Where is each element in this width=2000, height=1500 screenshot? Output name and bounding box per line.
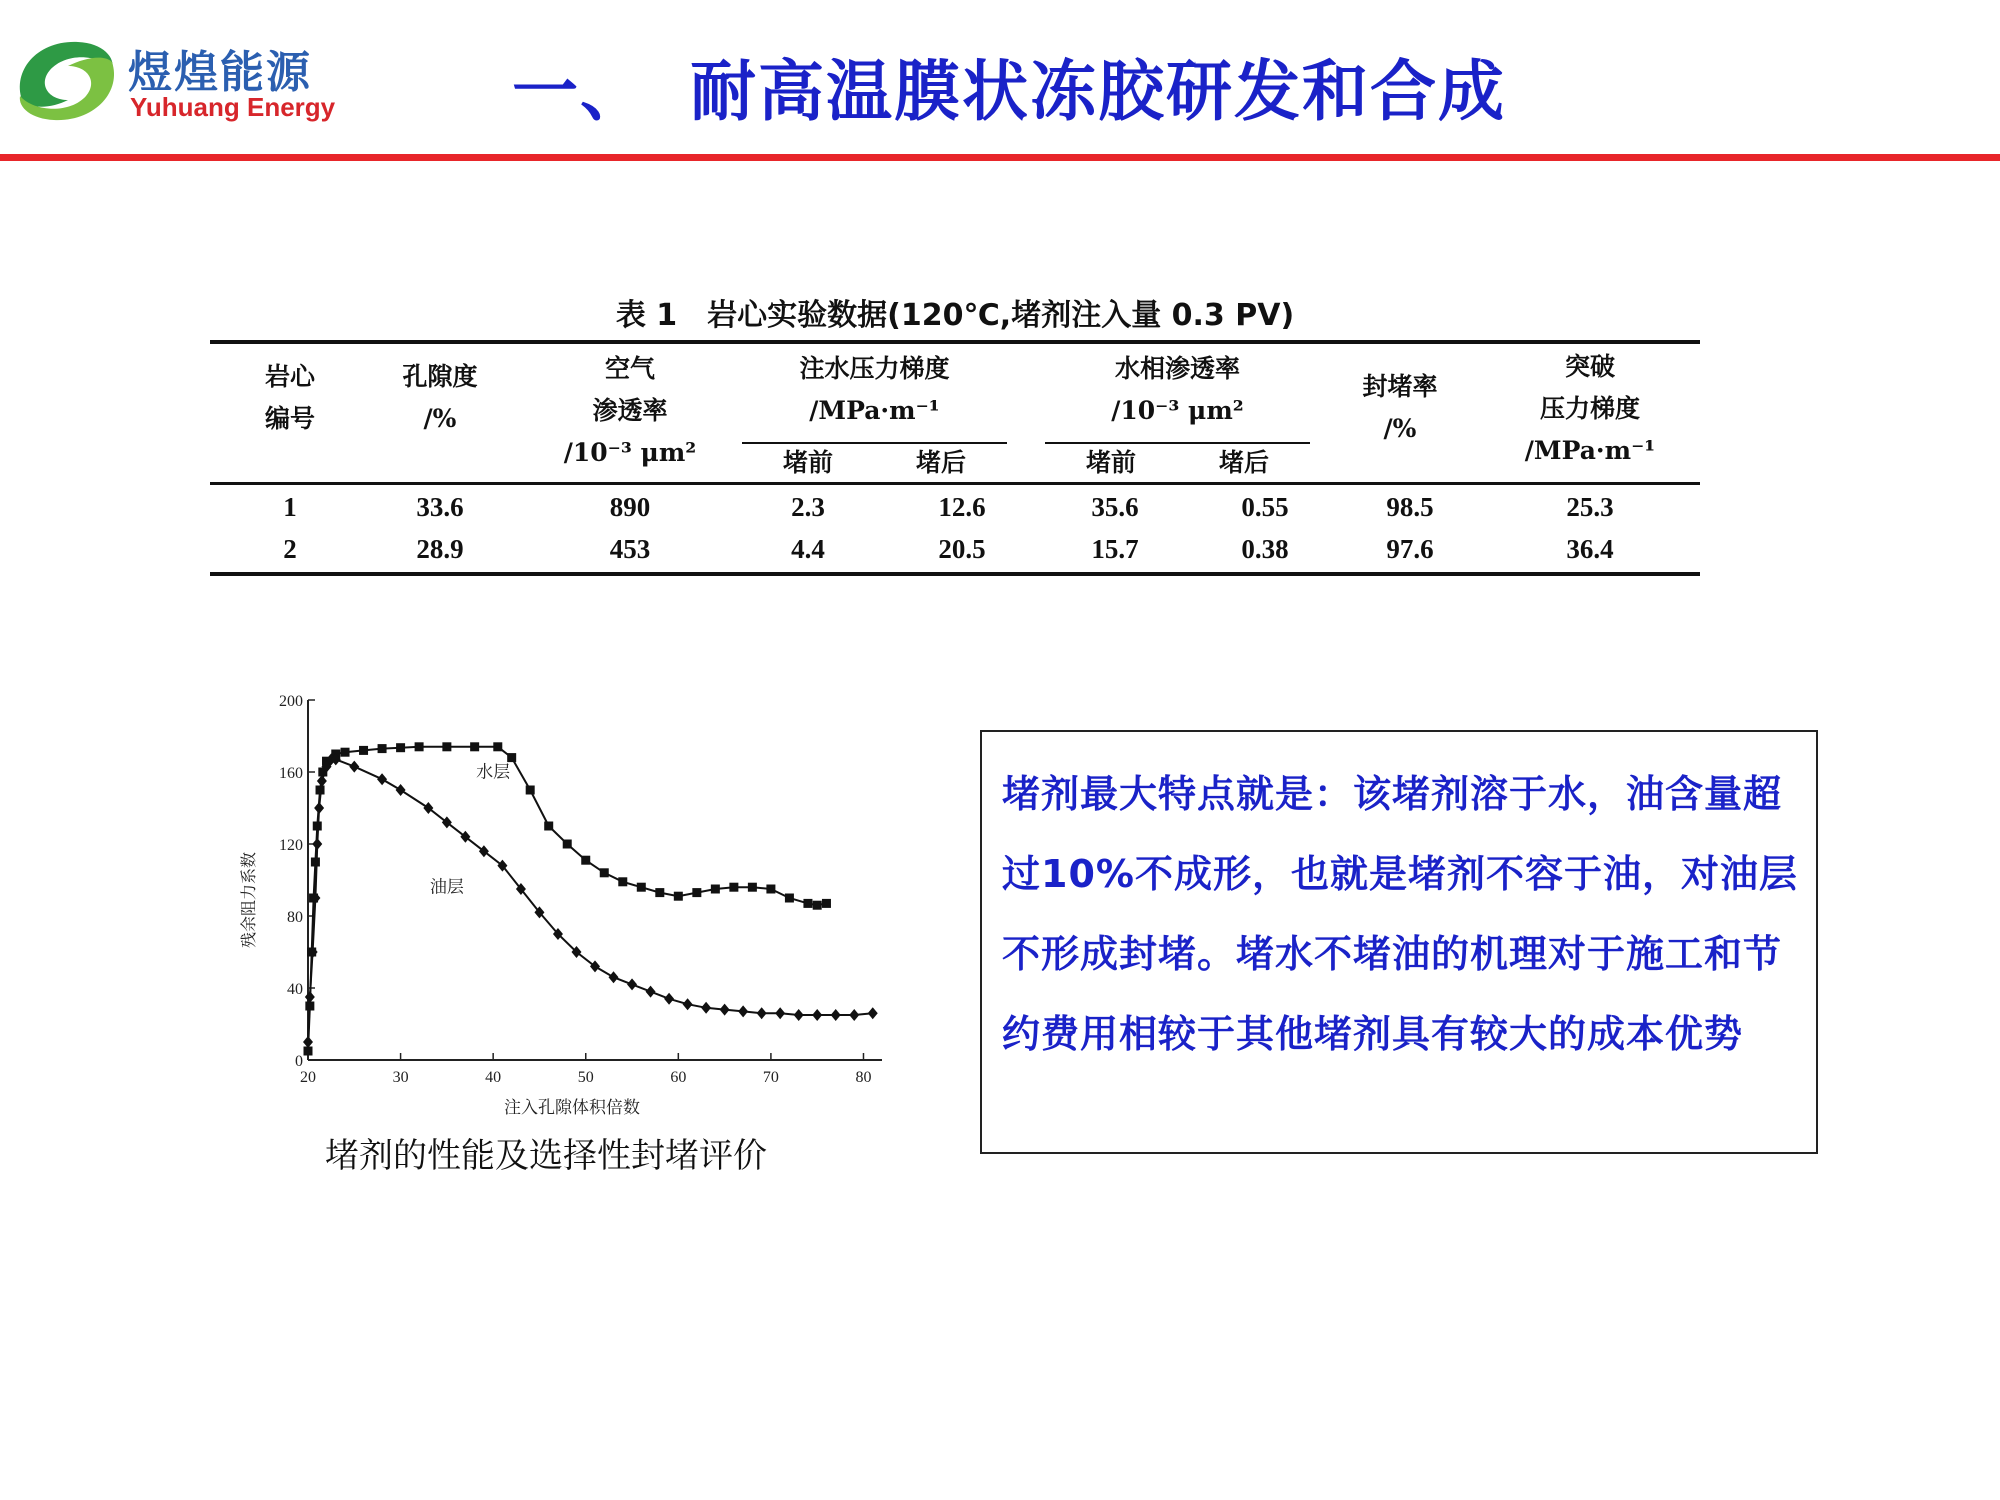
data-point: [470, 742, 479, 751]
data-point: [317, 775, 327, 787]
data-point: [581, 856, 590, 865]
table-cell: 0.38: [1241, 534, 1289, 564]
series-label-water-layer: 水层: [476, 762, 511, 782]
data-point: [849, 1009, 859, 1021]
data-point: [868, 1007, 878, 1019]
chart-x-tick-label: 50: [577, 1069, 594, 1086]
data-point: [683, 998, 693, 1010]
table-cell: 20.5: [938, 534, 986, 564]
data-point: [757, 1007, 767, 1019]
data-point: [822, 899, 831, 908]
data-point: [415, 742, 424, 751]
chart-y-tick-label: 80: [287, 909, 303, 926]
title-text: 耐高温膜状冻胶研发和合成: [690, 53, 1506, 130]
table-cell: 28.9: [416, 534, 464, 564]
data-point: [314, 802, 324, 814]
header-breakthrough: [1490, 346, 1690, 472]
header-porosity-line2: /%: [423, 404, 457, 433]
header-pressure-before: 堵前: [782, 448, 833, 477]
header-perm-after: 堵后: [1218, 448, 1269, 477]
data-point: [766, 885, 775, 894]
description-box: [980, 730, 1818, 1154]
table-cell: 0.55: [1241, 492, 1289, 522]
chart-y-tick-label: 40: [287, 981, 303, 998]
data-point: [600, 868, 609, 877]
header-core-no-line1: 岩心: [264, 362, 315, 391]
data-point: [377, 773, 387, 785]
table-cell: 2: [283, 534, 297, 564]
header-breakthrough-line2: 压力梯度: [1539, 394, 1640, 423]
data-point: [813, 901, 822, 910]
residual-resistance-chart: [220, 680, 920, 1180]
chart-y-tick-label: 0: [295, 1053, 303, 1070]
logo-swirl-icon: [8, 30, 128, 130]
header-porosity: [360, 356, 520, 440]
chart-x-tick-label: 30: [392, 1069, 409, 1086]
series-line-water-layer: [308, 747, 827, 1051]
table-cell: 35.6: [1091, 492, 1139, 522]
header-breakthrough-line1: 突破: [1564, 352, 1615, 381]
data-point: [423, 802, 433, 814]
chart-xlabel: 注入孔隙体积倍数: [504, 1098, 640, 1117]
chart-svg: [220, 680, 920, 1120]
logo-english-name: Yuhuang Energy: [130, 92, 336, 122]
data-point: [507, 753, 516, 762]
chart-caption: 堵剂的性能及选择性封堵评价: [325, 1136, 767, 1176]
data-point: [359, 746, 368, 755]
header-air-perm: [540, 348, 720, 474]
table-cell: 12.6: [938, 492, 986, 522]
logo-chinese-name: 煜煌能源: [128, 47, 312, 98]
company-logo: [8, 30, 348, 130]
header-plug-rate-line2: /%: [1383, 414, 1417, 443]
data-point: [526, 786, 535, 795]
series-label-oil-layer: 油层: [429, 877, 464, 897]
data-point: [563, 840, 572, 849]
data-point: [590, 960, 600, 972]
header-core-no-line2: 编号: [264, 404, 315, 433]
table-cell: 453: [609, 534, 651, 564]
chart-x-tick-label: 70: [762, 1069, 779, 1086]
data-point: [794, 1009, 804, 1021]
table-cell: 15.7: [1091, 534, 1139, 564]
header-perm-before: 堵前: [1085, 448, 1136, 477]
chart-x-tick-label: 40: [485, 1069, 502, 1086]
data-point: [460, 831, 470, 843]
description-text: 堵剂最大特点就是：该堵剂溶于水，油含量超过10%不成形，也就是堵剂不容于油，对油层不形成封堵。堵水不堵油的机理对于施工和节约费用相较于其他堵剂具有较大的成本优势: [1002, 772, 1798, 1056]
data-point: [812, 1009, 822, 1021]
table-cell: 4.4: [791, 534, 825, 564]
data-point: [349, 761, 359, 773]
data-point: [803, 899, 812, 908]
data-point: [775, 1007, 785, 1019]
header-water-perm-line1: 水相渗透率: [1114, 354, 1240, 383]
data-point: [831, 1009, 841, 1021]
data-point: [544, 822, 553, 831]
header-plug-rate: [1320, 366, 1480, 450]
data-point: [729, 883, 738, 892]
slide-title: [512, 38, 1506, 133]
data-point: [396, 784, 406, 796]
chart-x-tick-label: 80: [855, 1069, 872, 1086]
data-point: [312, 838, 322, 850]
data-point: [442, 816, 452, 828]
header-pressure-after: 堵后: [915, 448, 966, 477]
table-caption: 表 1 岩心实验数据(120℃,堵剂注入量 0.3 PV): [615, 298, 1295, 333]
core-experiment-table: [210, 290, 1700, 590]
data-point: [664, 993, 674, 1005]
data-point: [711, 885, 720, 894]
data-point: [442, 742, 451, 751]
data-point: [378, 744, 387, 753]
data-point: [609, 971, 619, 983]
chart-y-tick-label: 160: [279, 765, 303, 782]
table-cell: 890: [609, 492, 651, 522]
table-cell: 1: [283, 492, 297, 522]
chart-x-tick-label: 60: [670, 1069, 687, 1086]
table-cell: 98.5: [1386, 492, 1434, 522]
header-water-perm-line2: /10⁻³ μm²: [1111, 396, 1244, 425]
data-point: [396, 743, 405, 752]
data-point: [637, 883, 646, 892]
header-air-perm-line2: 渗透率: [592, 396, 668, 425]
chart-ylabel: 残余阻力系数: [241, 851, 258, 949]
header-plug-rate-line1: 封堵率: [1362, 372, 1438, 401]
header-porosity-line1: 孔隙度: [402, 362, 478, 391]
data-point: [720, 1004, 730, 1016]
table-cell: 36.4: [1566, 534, 1614, 564]
data-point: [303, 1036, 313, 1048]
header-core-no: [210, 356, 370, 440]
header-breakthrough-line3: /MPa·m⁻¹: [1524, 436, 1656, 465]
data-point: [627, 978, 637, 990]
data-point: [618, 877, 627, 886]
chart-y-tick-label: 120: [279, 837, 303, 854]
data-point: [305, 991, 315, 1003]
data-point: [692, 888, 701, 897]
data-point: [785, 894, 794, 903]
data-point: [655, 888, 664, 897]
data-point: [493, 742, 502, 751]
header-air-perm-line3: /10⁻³ μm²: [563, 438, 697, 467]
table-cell: 2.3: [791, 492, 825, 522]
table-cell: 33.6: [416, 492, 464, 522]
table-cell: 25.3: [1566, 492, 1614, 522]
data-point: [479, 845, 489, 857]
chart-x-tick-label: 20: [300, 1069, 316, 1086]
data-point: [341, 748, 350, 757]
table-top-rule: [210, 340, 1700, 344]
data-point: [646, 986, 656, 998]
data-point: [738, 1005, 748, 1017]
header-water-pressure-line1: 注水压力梯度: [799, 354, 950, 383]
header-divider: [0, 154, 2000, 161]
title-number: 一、: [512, 53, 648, 130]
table-bottom-rule: [210, 572, 1700, 576]
data-point: [674, 892, 683, 901]
data-point: [311, 858, 320, 867]
data-point: [701, 1002, 711, 1014]
chart-y-tick-label: 200: [279, 693, 303, 710]
header-water-perm: [1045, 348, 1310, 432]
header-water-pressure: [742, 348, 1007, 432]
table-cell: 97.6: [1386, 534, 1434, 564]
header-air-perm-line1: 空气: [604, 354, 655, 383]
header-water-pressure-line2: /MPa·m⁻¹: [809, 396, 940, 425]
data-point: [748, 883, 757, 892]
